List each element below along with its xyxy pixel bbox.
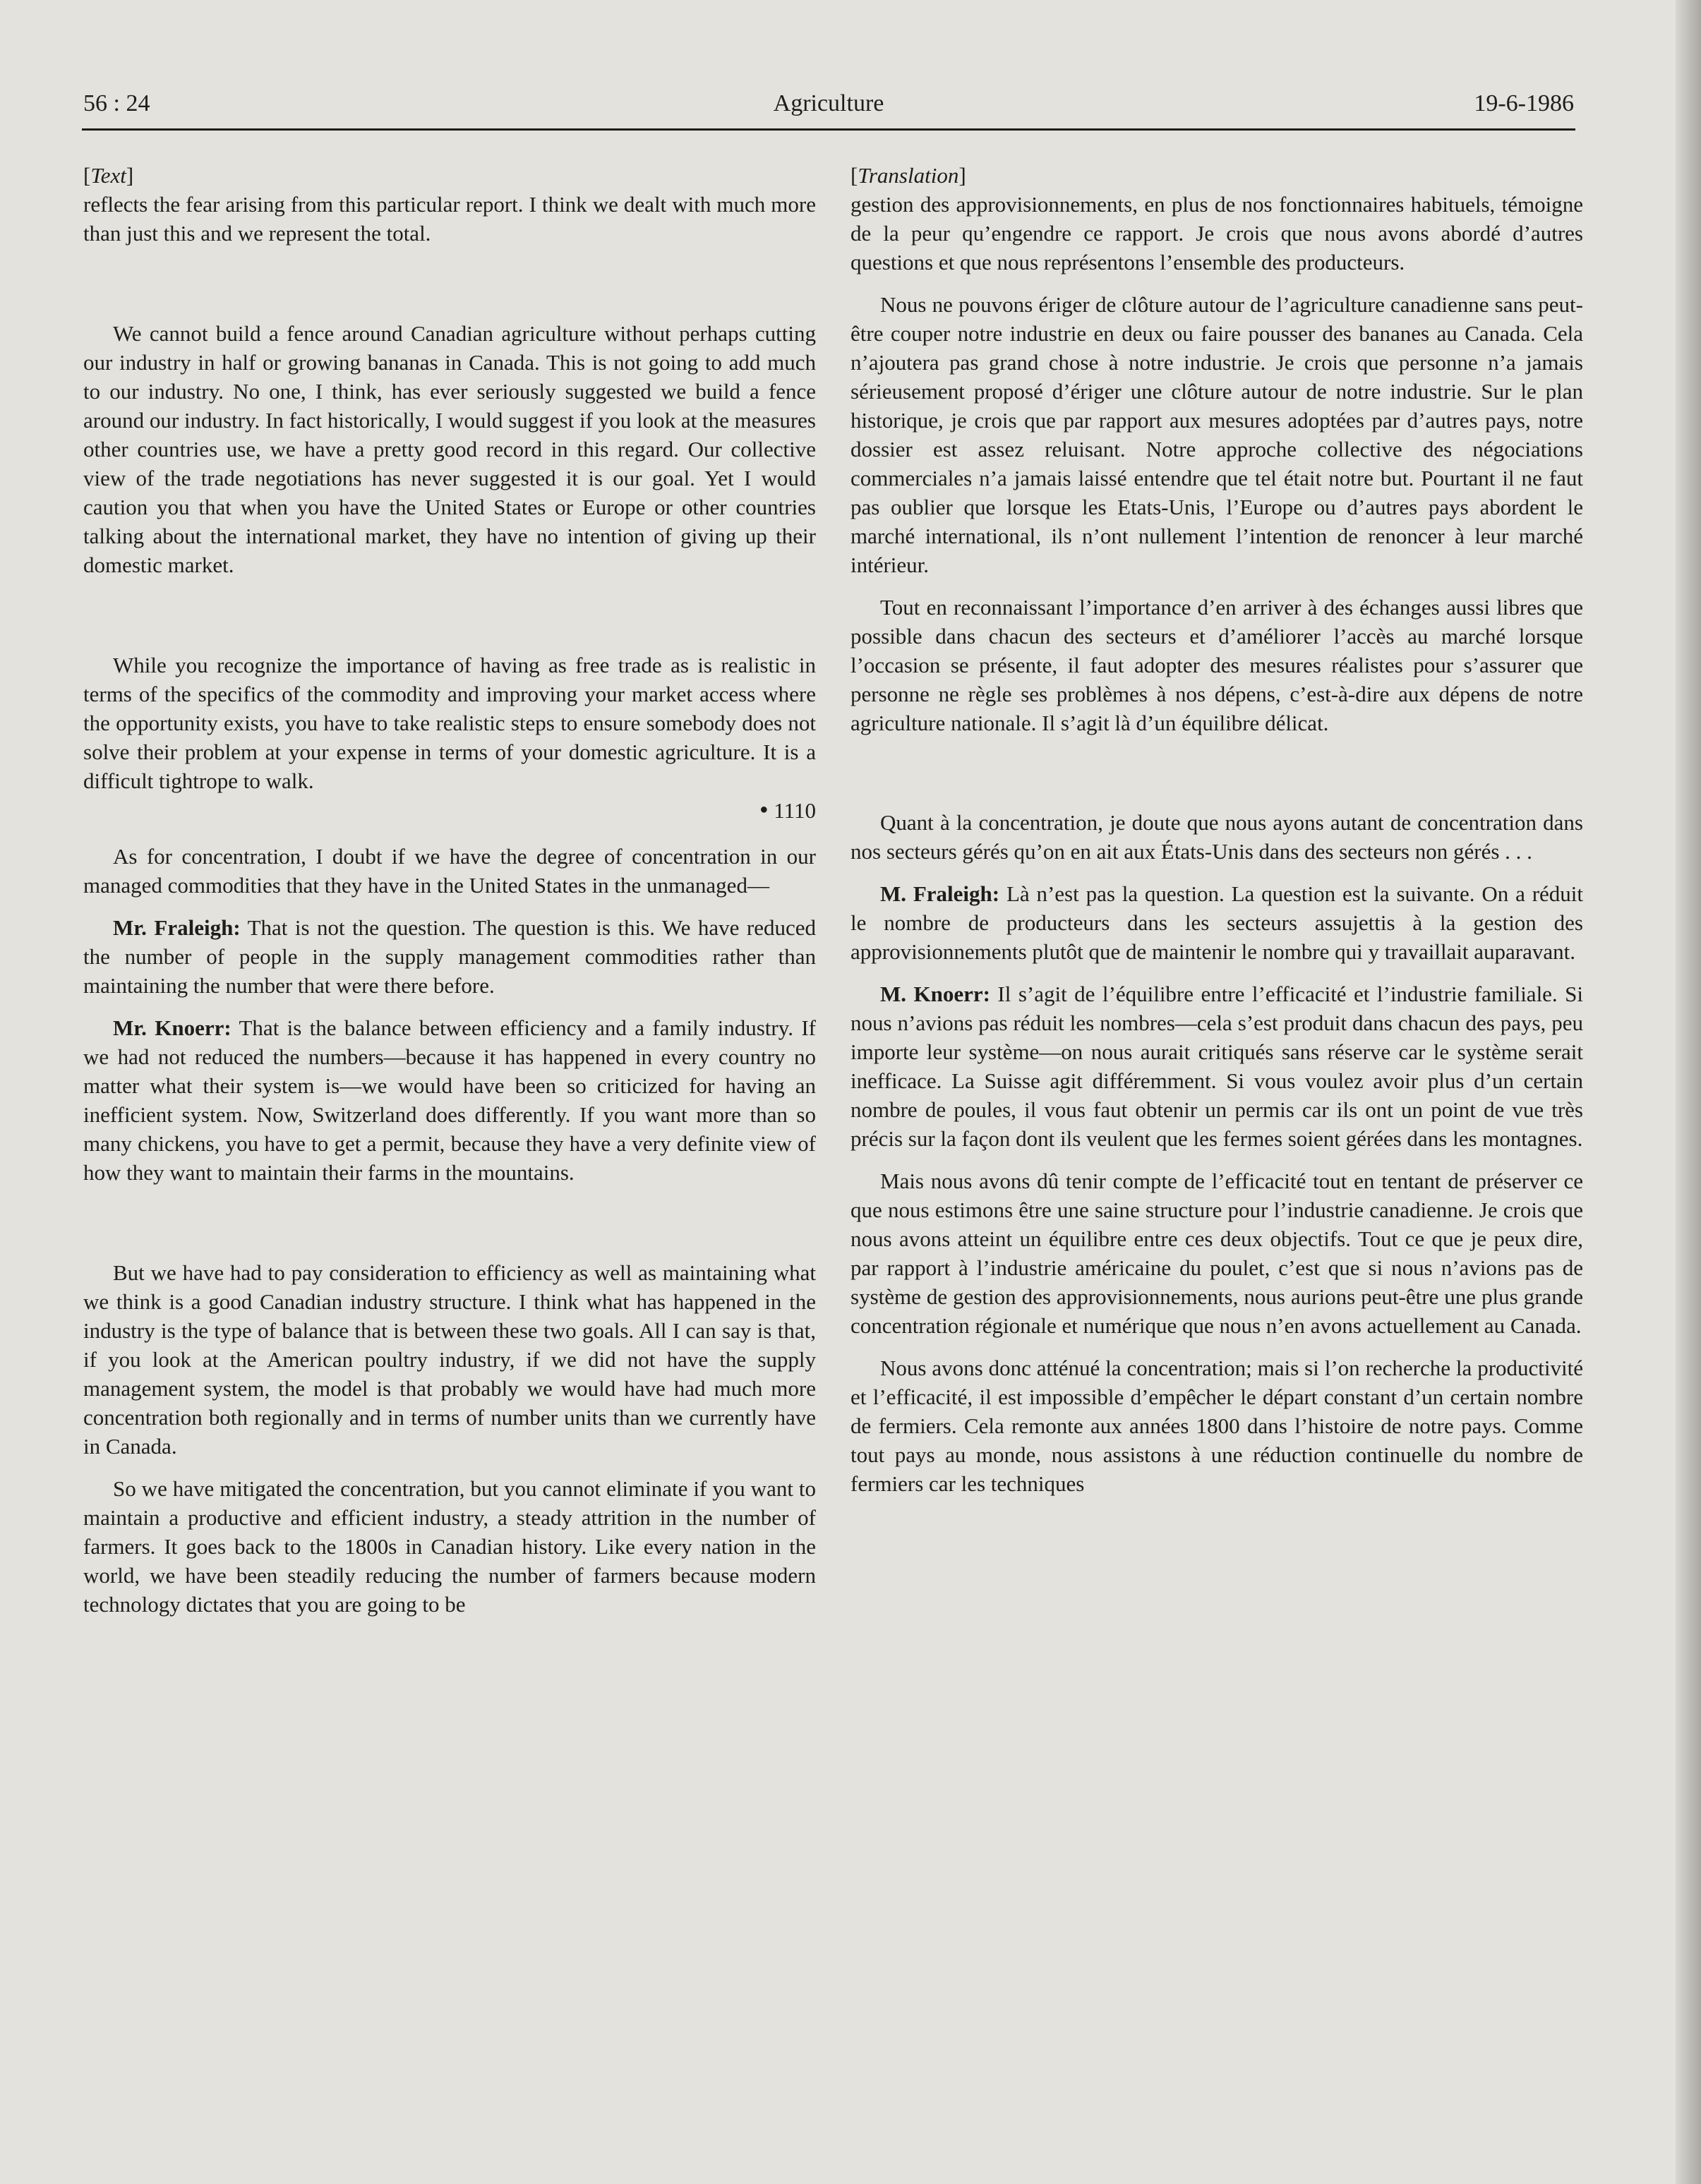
time-marker: ● 1110 xyxy=(759,798,816,823)
paragraph: While you recognize the importance of having as free trade as is realistic in terms of the specifics of the commodity and improving your market access where the opportunity exists, you have to take realistic steps to ensure somebody does not solve their problem at your expense in terms of your domestic agriculture. It is a difficult tightrope to walk. xyxy=(83,653,816,793)
paragraph: gestion des approvisionnements, en plus de nos fonctionnaires habituels, témoigne de la peur qu’engendre ce rapport. Je crois que nous avons abordé d’autres questions et que nous représentons l’ensemble des producteurs. xyxy=(850,192,1583,274)
speaker-name: M. Fraleigh: xyxy=(880,881,1000,906)
page-header xyxy=(82,86,1575,131)
text-tag: [Text] xyxy=(83,163,134,188)
paragraph: Quant à la concentration, je doute que nous ayons autant de concentration dans nos secteurs gérés qu’on en ait aux États-Unis dans des secteurs non gérés . . . xyxy=(850,810,1583,864)
paragraph: Nous ne pouvons ériger de clôture autour de l’agriculture canadienne sans peut-être couper notre industrie en deux ou faire pousser des bananes au Canada. Cela n’ajoutera pas grand chose à notre industrie. Je crois que personne n’a jamais sérieusement proposé d’ériger une clôture autour de notre industrie. Sur le plan historique, je crois que par rapport aux mesures adoptées par d’autres pays, notre dossier est assez reluisant. Notre approche collective des négociations commerciales n’a jamais laissé entendre que tel était notre but. Pourtant il ne faut pas oublier que lorsque les Etats-Unis, l’Europe ou d’autres pays abordent le marché international, ils n’ont nullement l’intention de renoncer à leur marché intérieur. xyxy=(850,292,1583,577)
paragraph: Nous avons donc atténué la concentration; mais si l’on recherche la productivité et l’efficacité, il est impossible d’empêcher le départ constant d’un certain nombre de fermiers. Cela remonte aux années 1800 dans l’histoire de notre pays. Comme tout pays au monde, nous assistons à une réduction continuelle du nombre de fermiers car les techniques xyxy=(850,1356,1583,1496)
paragraph: As for concentration, I doubt if we have the degree of concentration in our managed commodities that they have in the United States in the unmanaged— xyxy=(83,844,816,898)
sitting-date: 19-6-1986 xyxy=(1474,90,1574,116)
paragraph: Mais nous avons dû tenir compte de l’efficacité tout en tentant de préserver ce que nous estimons être une saine structure pour l’industrie canadienne. Je crois que nous avons atteint un équilibre entre ces deux objectifs. Tout ce que je peux dire, par rapport à l’industrie américaine du poulet, c’est que si nous n’avions pas de système de gestion des approvisionnements, nous aurions peut-être une plus grande concentration régionale et numérique que nous n’en avons actuellement au Canada. xyxy=(850,1169,1583,1338)
french-column xyxy=(850,161,1583,1498)
paragraph: We cannot build a fence around Canadian agriculture without perhaps cutting our industry in half or growing bananas in Canada. This is not going to add much to our industry. No one, I think, has ever seriously suggested we build a fence around our industry. In fact historically, I would suggest if you look at the measures other countries use, we have a pretty good record in this regard. Our collective view of the trade negotiations has never suggested it is our goal. Yet I would caution you that when you have the United States or Europe or other countries talking about the international market, they have no intention of giving up their domestic market. xyxy=(83,321,816,577)
speaker-name: M. Knoerr: xyxy=(880,982,990,1006)
speaker-name: Mr. Fraleigh: xyxy=(113,915,241,940)
paragraph: reflects the fear arising from this particular report. I think we dealt with much more than just this and we represent the total. xyxy=(83,192,816,246)
page-number: 56 : 24 xyxy=(83,90,150,116)
running-title: Agriculture xyxy=(773,90,884,116)
paragraph: But we have had to pay consideration to efficiency as well as maintaining what we think is a good Canadian industry structure. I think what has happened in the industry is the type of balance that is between these two goals. All I can say is that, if you look at the American poultry industry, if we did not have the supply management system, the model is that probably we would have had much more concentration both regionally and in terms of number units than we currently have in Canada. xyxy=(83,1260,816,1459)
paragraph: So we have mitigated the concentration, but you cannot eliminate if you want to maintain a productive and efficient industry, a steady attrition in the number of farmers. It goes back to the 1800s in Canadian history. Like every nation in the world, we have been steadily reducing the number of farmers because modern technology dictates that you are going to be xyxy=(83,1476,816,1617)
paragraph: Tout en reconnaissant l’importance d’en arriver à des échanges aussi libres que possible dans chacun des secteurs et d’améliorer l’accès au marché lorsque l’occasion se présente, il faut adopter des mesures réalistes pour s’assurer que personne ne règle ses problèmes à nos dépens, c’est-à-dire aux dépens de notre agriculture nationale. Il s’agit là d’un équilibre délicat. xyxy=(850,595,1583,735)
page-edge xyxy=(1676,0,1701,2184)
translation-tag: [Translation] xyxy=(850,163,966,188)
bullet-icon: ● xyxy=(759,802,769,817)
speaker-paragraph: M. Fraleigh: Là n’est pas la question. La question est la suivante. On a réduit le nombre de producteurs dans les secteurs assujettis à la gestion des approvisionnements plutôt que de maintenir le nombre qui y travaillait auparavant. xyxy=(850,881,1583,964)
speaker-name: Mr. Knoerr: xyxy=(113,1015,232,1040)
speaker-paragraph: Mr. Fraleigh: That is not the question. The question is this. We have reduced the number of people in the supply management commodities rather than maintaining the number that were there before. xyxy=(83,915,816,998)
speaker-paragraph: M. Knoerr: Il s’agit de l’équilibre entre l’efficacité et l’industrie familiale. Si nous n’avions pas réduit les nombres—cela s’est produit dans chacun des pays, peu importe leur système—on nous aurait critiqués sans réserve car le système serait inefficace. La Suisse agit différemment. Si vous voulez avoir plus d’un certain nombre de poules, il vous faut obtenir un permis car ils ont un point de vue très précis sur la façon dont ils veulent que les fermes soient gérées dans les montagnes. xyxy=(850,982,1584,1151)
speaker-paragraph: Mr. Knoerr: That is the balance between efficiency and a family industry. If we had not reduced the numbers—because it has happened in every country no matter what their system is—we would have been so criticized for having an inefficient system. Now, Switzerland does differently. If you want more than so many chickens, you have to get a permit, because they have a very definite view of how they want to maintain their farms in the mountains. xyxy=(83,1015,816,1185)
english-column xyxy=(83,161,816,1619)
